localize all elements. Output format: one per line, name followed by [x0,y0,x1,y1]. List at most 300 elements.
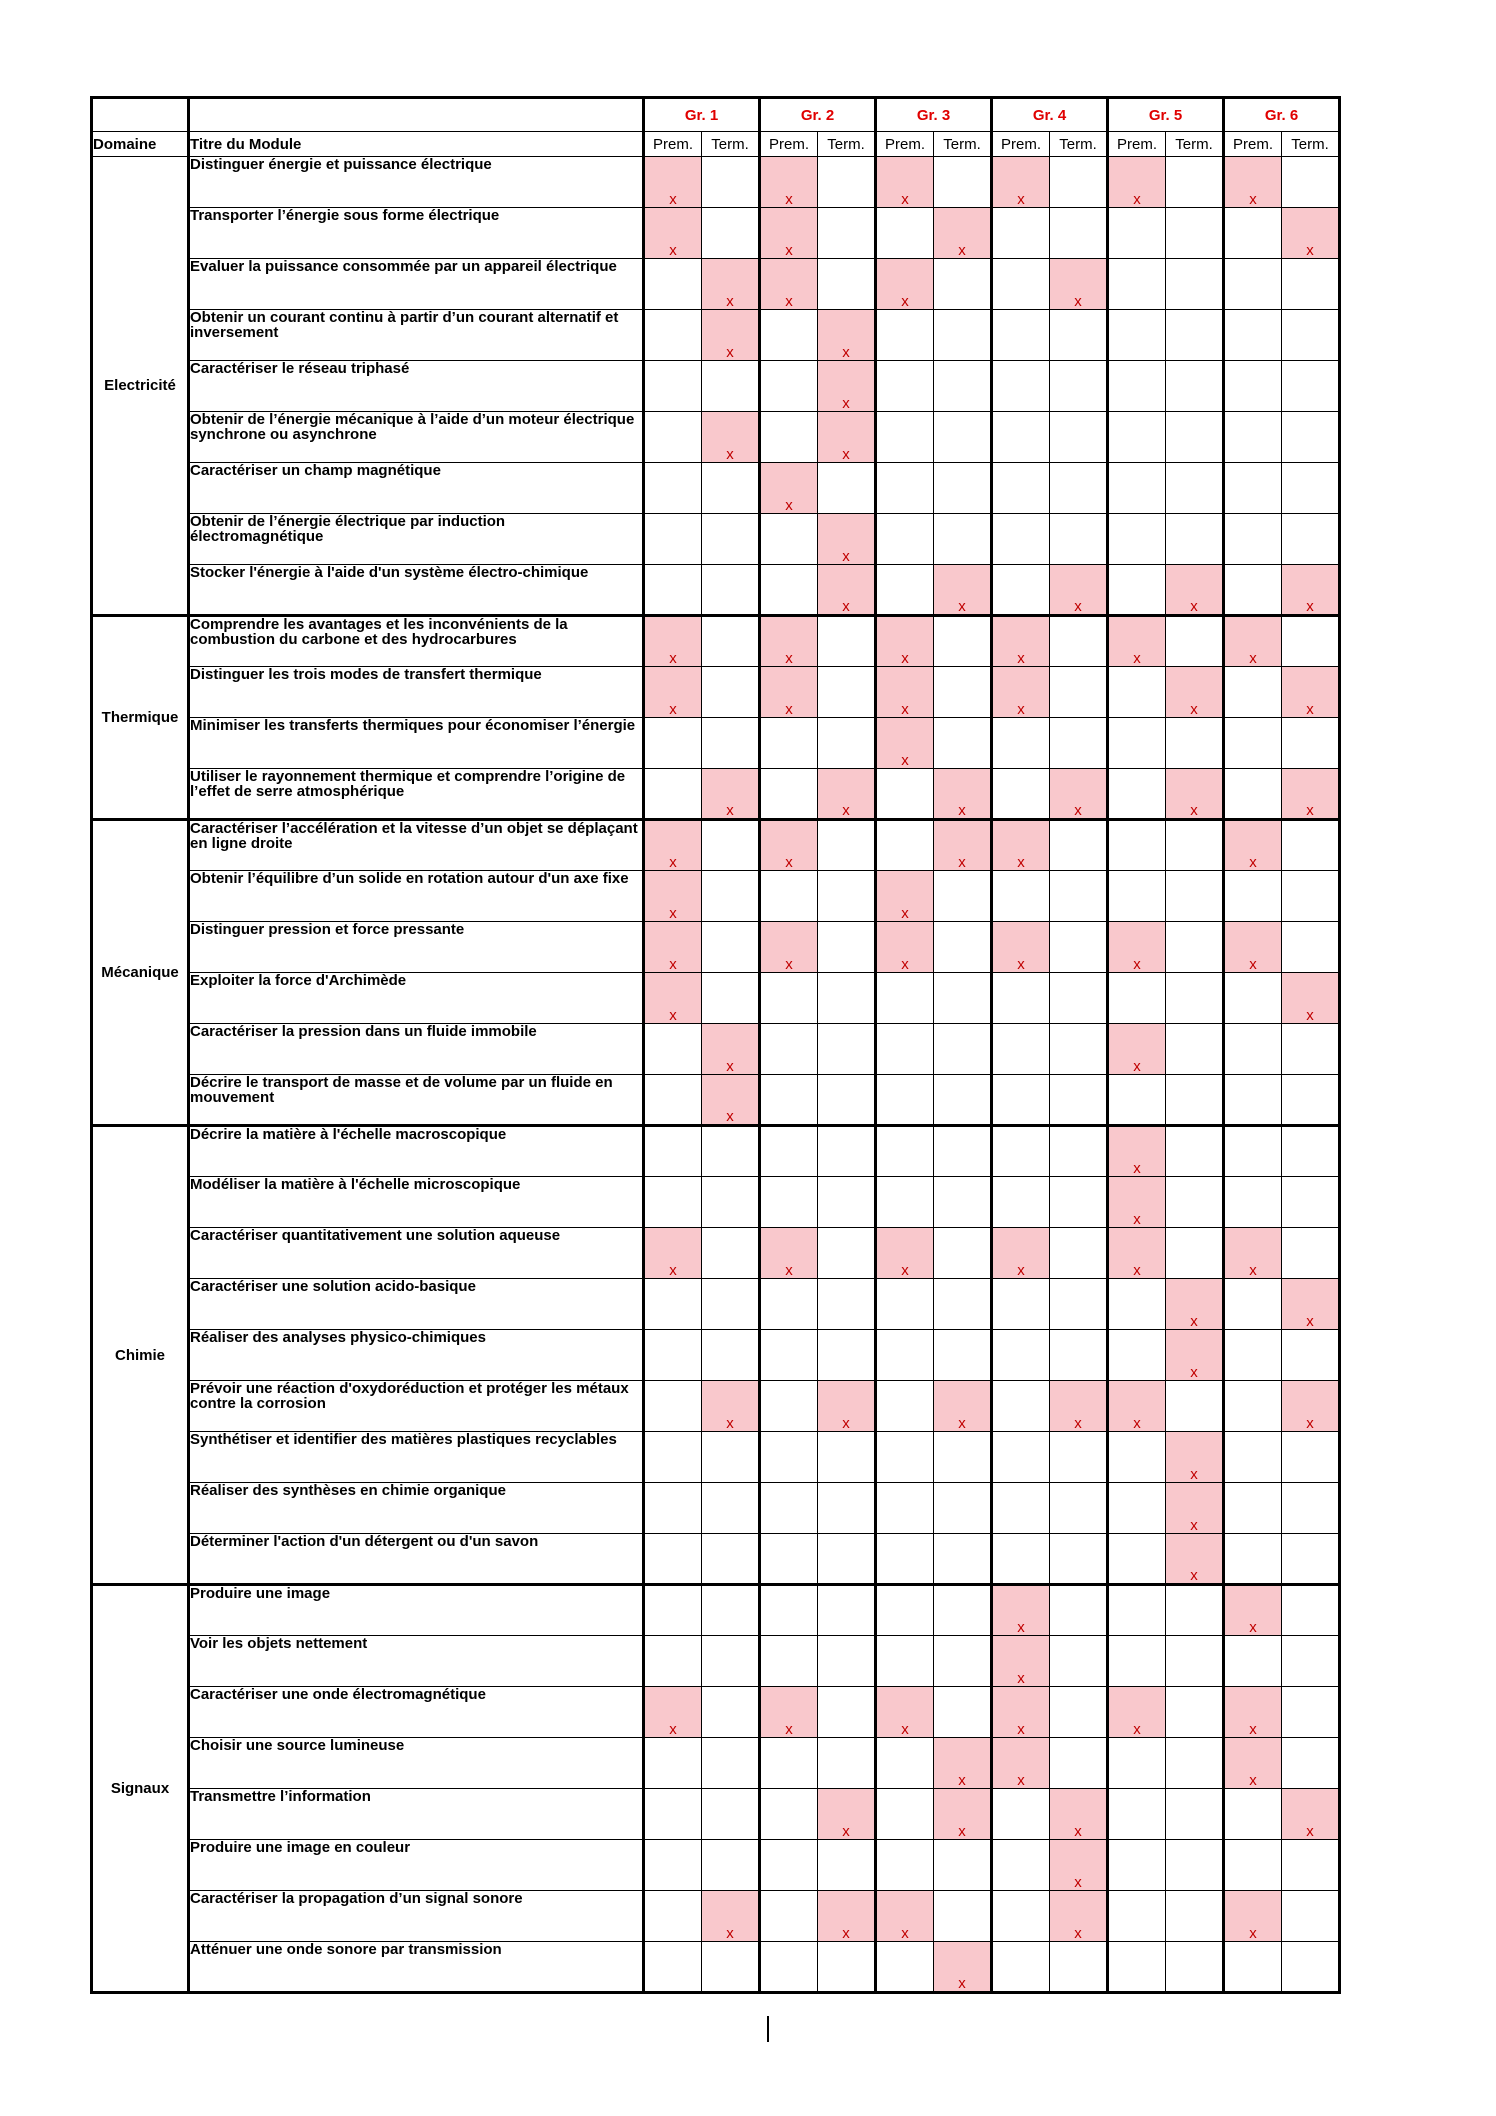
mark-cell-empty [934,259,992,310]
mark-cell-empty [1166,820,1224,871]
mark-cell-empty [1050,1432,1108,1483]
mark-cell-empty [818,820,876,871]
module-row [92,412,1340,463]
mark-cell-empty [992,259,1050,310]
mark-cell-empty [818,871,876,922]
module-title: Minimiser les transferts thermiques pour économiser l’énergie [189,718,644,769]
prem-column-header: Prem. [1224,132,1282,157]
group-header: Gr. 4 [992,98,1108,132]
mark-cell-checked: x [1282,1381,1340,1432]
mark-cell-empty [1166,412,1224,463]
mark-cell-empty [702,1177,760,1228]
mark-cell-empty [1166,1228,1224,1279]
mark-cell-empty [1166,259,1224,310]
mark-cell-empty [1282,514,1340,565]
mark-cell-checked: x [760,820,818,871]
mark-cell-empty [876,1840,934,1891]
mark-cell-empty [1108,820,1166,871]
mark-cell-empty [992,769,1050,820]
mark-cell-empty [1224,1483,1282,1534]
mark-cell-empty [1108,667,1166,718]
mark-cell-checked: x [818,412,876,463]
mark-cell-empty [1050,157,1108,208]
mark-cell-empty [1224,412,1282,463]
mark-cell-empty [1108,310,1166,361]
mark-cell-empty [876,361,934,412]
mark-cell-empty [992,1891,1050,1942]
mark-cell-empty [644,1024,702,1075]
mark-cell-empty [702,1126,760,1177]
mark-cell-empty [876,514,934,565]
mark-cell-empty [1108,1075,1166,1126]
module-row [92,1075,1340,1126]
mark-cell-checked: x [1166,1432,1224,1483]
mark-cell-empty [644,1483,702,1534]
mark-cell-empty [876,463,934,514]
mark-cell-checked: x [1108,922,1166,973]
mark-cell-empty [760,361,818,412]
mark-cell-empty [1282,310,1340,361]
mark-cell-empty [1050,1228,1108,1279]
mark-cell-empty [760,1738,818,1789]
mark-cell-checked: x [702,259,760,310]
mark-cell-empty [1282,1738,1340,1789]
mark-cell-empty [644,412,702,463]
mark-cell-empty [760,1126,818,1177]
module-row [92,820,1340,871]
mark-cell-empty [1166,310,1224,361]
mark-cell-empty [760,1636,818,1687]
module-row [92,1330,1340,1381]
mark-cell-empty [1166,1738,1224,1789]
mark-cell-empty [644,769,702,820]
mark-cell-empty [1224,514,1282,565]
mark-cell-empty [760,973,818,1024]
mark-cell-empty [876,1024,934,1075]
mark-cell-empty [818,1075,876,1126]
module-title: Distinguer énergie et puissance électrique [189,157,644,208]
mark-cell-checked: x [1282,565,1340,616]
mark-cell-empty [1282,1330,1340,1381]
group-header: Gr. 1 [644,98,760,132]
mark-cell-empty [1108,208,1166,259]
mark-cell-checked: x [1224,157,1282,208]
mark-cell-empty [702,1279,760,1330]
mark-cell-checked: x [992,1585,1050,1636]
mark-cell-empty [818,1687,876,1738]
mark-cell-empty [1108,514,1166,565]
mark-cell-empty [644,1585,702,1636]
mark-cell-empty [818,1534,876,1585]
mark-cell-empty [1224,1177,1282,1228]
mark-cell-empty [1050,1483,1108,1534]
mark-cell-empty [1166,1024,1224,1075]
mark-cell-empty [1050,922,1108,973]
mark-cell-empty [1166,1075,1224,1126]
mark-cell-checked: x [934,1738,992,1789]
mark-cell-checked: x [1108,157,1166,208]
mark-cell-checked: x [876,616,934,667]
mark-cell-empty [1050,973,1108,1024]
mark-cell-checked: x [760,259,818,310]
mark-cell-checked: x [760,1228,818,1279]
mark-cell-empty [1050,361,1108,412]
mark-cell-empty [934,1330,992,1381]
mark-cell-empty [760,1840,818,1891]
mark-cell-checked: x [934,565,992,616]
mark-cell-empty [644,514,702,565]
mark-cell-checked: x [1282,1279,1340,1330]
mark-cell-empty [1282,1585,1340,1636]
mark-cell-checked: x [760,463,818,514]
module-title: Modéliser la matière à l'échelle microscopique [189,1177,644,1228]
mark-cell-empty [760,1942,818,1993]
mark-cell-checked: x [1050,1789,1108,1840]
module-row [92,871,1340,922]
mark-cell-empty [876,1483,934,1534]
mark-cell-empty [1166,514,1224,565]
mark-cell-empty [1282,1432,1340,1483]
divider-line [767,2016,769,2042]
domain-label: Thermique [92,616,189,820]
mark-cell-empty [934,1432,992,1483]
mark-cell-empty [934,463,992,514]
mark-cell-checked: x [818,1381,876,1432]
mark-cell-empty [702,718,760,769]
mark-cell-checked: x [702,769,760,820]
mark-cell-empty [1108,973,1166,1024]
mark-cell-empty [760,412,818,463]
module-row [92,1126,1340,1177]
mark-cell-empty [644,1789,702,1840]
mark-cell-empty [760,1330,818,1381]
mark-cell-empty [1108,1738,1166,1789]
mark-cell-empty [934,922,992,973]
group-header: Gr. 3 [876,98,992,132]
mark-cell-checked: x [934,208,992,259]
mark-cell-empty [1108,1636,1166,1687]
mark-cell-empty [992,1483,1050,1534]
mark-cell-empty [1166,463,1224,514]
mark-cell-checked: x [760,616,818,667]
mark-cell-empty [992,1789,1050,1840]
module-row [92,1177,1340,1228]
mark-cell-empty [702,667,760,718]
mark-cell-empty [1108,871,1166,922]
mark-cell-empty [1166,616,1224,667]
mark-cell-checked: x [934,1942,992,1993]
mark-cell-checked: x [644,667,702,718]
mark-cell-empty [644,1279,702,1330]
mark-cell-empty [1224,1942,1282,1993]
mark-cell-empty [1108,1942,1166,1993]
mark-cell-empty [1166,718,1224,769]
mark-cell-empty [644,1840,702,1891]
module-row [92,1279,1340,1330]
mark-cell-empty [1282,1483,1340,1534]
mark-cell-empty [876,412,934,463]
mark-cell-empty [1282,718,1340,769]
mark-cell-empty [1224,565,1282,616]
mark-cell-empty [760,514,818,565]
mark-cell-empty [702,1789,760,1840]
mark-cell-empty [992,1381,1050,1432]
mark-cell-checked: x [1166,1279,1224,1330]
mark-cell-empty [1282,1177,1340,1228]
mark-cell-empty [818,1942,876,1993]
module-title: Atténuer une onde sonore par transmission [189,1942,644,1993]
mark-cell-checked: x [702,310,760,361]
mark-cell-empty [818,208,876,259]
module-title: Déterminer l'action d'un détergent ou d'un savon [189,1534,644,1585]
module-title: Obtenir un courant continu à partir d’un courant alternatif et inversement [189,310,644,361]
module-row [92,1534,1340,1585]
mark-cell-empty [760,1891,818,1942]
mark-cell-empty [1282,1687,1340,1738]
mark-cell-checked: x [934,1381,992,1432]
module-title: Transporter l’énergie sous forme électrique [189,208,644,259]
mark-cell-empty [876,1789,934,1840]
mark-cell-empty [818,1636,876,1687]
mark-cell-empty [818,1330,876,1381]
mark-cell-empty [1224,310,1282,361]
mark-cell-empty [760,1177,818,1228]
mark-cell-empty [702,1840,760,1891]
mark-cell-empty [934,1024,992,1075]
mark-cell-checked: x [644,1228,702,1279]
mark-cell-empty [702,208,760,259]
mark-cell-empty [1282,157,1340,208]
mark-cell-empty [702,514,760,565]
mark-cell-empty [1224,1381,1282,1432]
mark-cell-empty [876,1534,934,1585]
mark-cell-empty [1224,1789,1282,1840]
mark-cell-empty [1108,1483,1166,1534]
mark-cell-checked: x [1166,1330,1224,1381]
mark-cell-checked: x [876,157,934,208]
module-row [92,922,1340,973]
mark-cell-empty [1108,1840,1166,1891]
mark-cell-empty [934,871,992,922]
module-title: Voir les objets nettement [189,1636,644,1687]
module-row [92,769,1340,820]
term-column-header: Term. [702,132,760,157]
mark-cell-empty [1166,1942,1224,1993]
mark-cell-empty [934,1177,992,1228]
mark-cell-empty [934,1534,992,1585]
mark-cell-checked: x [934,1789,992,1840]
mark-cell-empty [1050,871,1108,922]
mark-cell-empty [1224,1024,1282,1075]
mark-cell-checked: x [992,1636,1050,1687]
mark-cell-checked: x [1166,565,1224,616]
mark-cell-empty [992,1126,1050,1177]
corner-cell [189,98,644,132]
mark-cell-checked: x [876,922,934,973]
mark-cell-checked: x [644,871,702,922]
mark-cell-empty [818,616,876,667]
mark-cell-empty [1166,1636,1224,1687]
mark-cell-checked: x [760,667,818,718]
mark-cell-checked: x [702,1024,760,1075]
mark-cell-empty [934,412,992,463]
mark-cell-empty [1108,1330,1166,1381]
mark-cell-empty [876,1279,934,1330]
mark-cell-checked: x [1108,616,1166,667]
module-title: Décrire le transport de masse et de volume par un fluide en mouvement [189,1075,644,1126]
mark-cell-empty [992,208,1050,259]
mark-cell-empty [760,871,818,922]
mark-cell-empty [876,820,934,871]
module-title: Caractériser un champ magnétique [189,463,644,514]
mark-cell-empty [644,1636,702,1687]
mark-cell-empty [644,463,702,514]
mark-cell-empty [644,1942,702,1993]
mark-cell-empty [1224,1840,1282,1891]
term-column-header: Term. [1282,132,1340,157]
mark-cell-empty [1166,1126,1224,1177]
mark-cell-empty [876,973,934,1024]
mark-cell-empty [1282,1228,1340,1279]
mark-cell-empty [644,1330,702,1381]
mark-cell-empty [702,1585,760,1636]
mark-cell-checked: x [1224,1738,1282,1789]
mark-cell-empty [702,973,760,1024]
mark-cell-checked: x [1108,1687,1166,1738]
prem-column-header: Prem. [992,132,1050,157]
mark-cell-empty [1282,820,1340,871]
mark-cell-checked: x [818,565,876,616]
mark-cell-empty [1108,769,1166,820]
mark-cell-checked: x [760,157,818,208]
mark-cell-checked: x [1050,1840,1108,1891]
mark-cell-empty [992,361,1050,412]
mark-cell-empty [1166,1381,1224,1432]
mark-cell-empty [934,1228,992,1279]
mark-cell-empty [1224,718,1282,769]
mark-cell-checked: x [1282,667,1340,718]
mark-cell-checked: x [1166,1534,1224,1585]
mark-cell-checked: x [1108,1177,1166,1228]
mark-cell-empty [818,157,876,208]
mark-cell-empty [1050,1024,1108,1075]
mark-cell-empty [1108,259,1166,310]
module-row [92,514,1340,565]
module-title: Comprendre les avantages et les inconvénients de la combustion du carbone et des hydrocarbures [189,616,644,667]
mark-cell-empty [818,667,876,718]
module-title: Obtenir de l’énergie électrique par induction électromagnétique [189,514,644,565]
mark-cell-empty [1108,361,1166,412]
mark-cell-checked: x [760,1687,818,1738]
mark-cell-empty [760,1075,818,1126]
mark-cell-empty [1108,1279,1166,1330]
mark-cell-empty [876,1738,934,1789]
mark-cell-checked: x [644,1687,702,1738]
term-column-header: Term. [1050,132,1108,157]
mark-cell-empty [818,1840,876,1891]
mark-cell-empty [702,361,760,412]
mark-cell-checked: x [1282,1789,1340,1840]
prem-column-header: Prem. [644,132,702,157]
mark-cell-empty [818,1024,876,1075]
mark-cell-empty [1282,1075,1340,1126]
mark-cell-checked: x [992,820,1050,871]
module-title: Distinguer les trois modes de transfert thermique [189,667,644,718]
mark-cell-empty [992,1024,1050,1075]
mark-cell-empty [876,310,934,361]
mark-cell-checked: x [1050,769,1108,820]
mark-cell-empty [1050,667,1108,718]
mark-cell-empty [1050,1585,1108,1636]
mark-cell-empty [1282,463,1340,514]
module-title: Caractériser la pression dans un fluide immobile [189,1024,644,1075]
mark-cell-empty [934,361,992,412]
term-column-header: Term. [1166,132,1224,157]
mark-cell-empty [934,667,992,718]
mark-cell-empty [1166,871,1224,922]
mark-cell-empty [1224,1432,1282,1483]
mark-cell-empty [702,1228,760,1279]
mark-cell-checked: x [1050,259,1108,310]
mark-cell-empty [1050,1126,1108,1177]
mark-cell-checked: x [992,1738,1050,1789]
mark-cell-empty [818,259,876,310]
mark-cell-checked: x [818,310,876,361]
mark-cell-empty [1050,310,1108,361]
mark-cell-empty [760,1789,818,1840]
mark-cell-empty [1108,718,1166,769]
module-title: Transmettre l’information [189,1789,644,1840]
mark-cell-empty [1282,1534,1340,1585]
prem-column-header: Prem. [760,132,818,157]
mark-cell-empty [1166,1585,1224,1636]
module-title: Caractériser une solution acido-basique [189,1279,644,1330]
mark-cell-empty [992,1330,1050,1381]
mark-cell-checked: x [1108,1024,1166,1075]
mark-cell-empty [992,310,1050,361]
mark-cell-empty [1282,1840,1340,1891]
mark-cell-empty [934,310,992,361]
mark-cell-empty [1224,667,1282,718]
module-row [92,1381,1340,1432]
module-title: Caractériser la propagation d’un signal sonore [189,1891,644,1942]
module-title: Distinguer pression et force pressante [189,922,644,973]
module-row [92,1636,1340,1687]
mark-cell-empty [644,1075,702,1126]
mark-cell-checked: x [1050,1891,1108,1942]
column-header-row [92,132,1340,157]
mark-cell-empty [1108,463,1166,514]
mark-cell-empty [818,1432,876,1483]
mark-cell-checked: x [1224,616,1282,667]
module-title: Choisir une source lumineuse [189,1738,644,1789]
mark-cell-checked: x [644,973,702,1024]
mark-cell-empty [876,1126,934,1177]
mark-cell-empty [1050,1636,1108,1687]
mark-cell-empty [1282,1891,1340,1942]
group-header-row [92,98,1340,132]
mark-cell-empty [934,1279,992,1330]
module-title: Réaliser des analyses physico-chimiques [189,1330,644,1381]
mark-cell-empty [644,718,702,769]
mark-cell-checked: x [1224,1228,1282,1279]
mark-cell-empty [818,1483,876,1534]
mark-cell-empty [702,1330,760,1381]
mark-cell-empty [992,871,1050,922]
mark-cell-empty [644,1738,702,1789]
module-title: Prévoir une réaction d'oxydoréduction et protéger les métaux contre la corrosion [189,1381,644,1432]
mark-cell-checked: x [644,208,702,259]
